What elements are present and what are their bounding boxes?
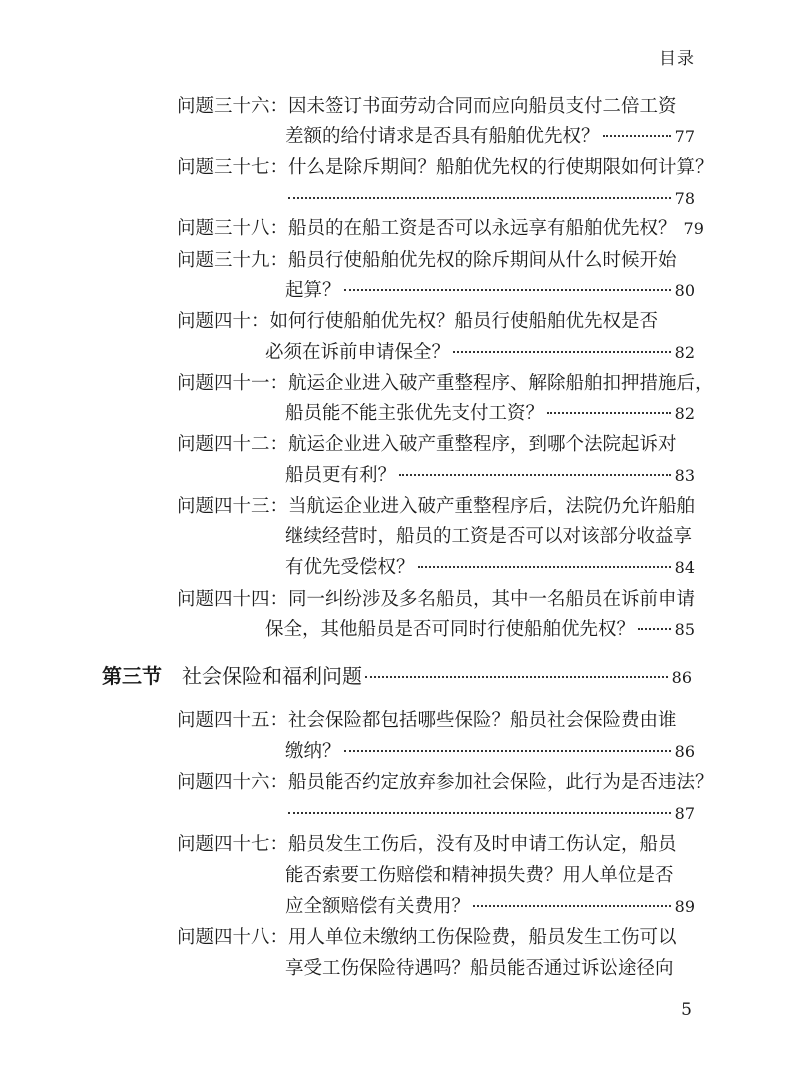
toc-entry-43-line1 <box>177 492 696 522</box>
question-text: 缴纳？ <box>285 741 341 762</box>
question-label: 问题四十四： <box>177 589 289 610</box>
question-text: 继续经营时，船员的工资是否可以对该部分收益享 <box>285 526 693 547</box>
toc-entry-43-line3[interactable] <box>285 553 695 583</box>
question-text: 当航运企业进入破产重整程序后，法院仍允许船舶 <box>288 496 696 517</box>
question-label: 问题四十八： <box>177 927 289 948</box>
toc-entry-37-line1 <box>177 153 714 183</box>
toc-entry-36-line2[interactable] <box>285 122 695 152</box>
page-number: 85 <box>674 620 695 639</box>
leader-dots <box>473 905 671 907</box>
leader-dots <box>638 628 671 630</box>
question-text: 差额的给付请求是否具有船舶优先权？ <box>285 126 600 147</box>
question-label: 问题四十三： <box>177 496 289 517</box>
toc-entry-47-line2 <box>285 861 695 891</box>
leader-dots <box>399 474 671 476</box>
question-label: 问题三十八： <box>177 218 289 239</box>
page-number: 82 <box>674 404 695 423</box>
question-label: 问题四十七： <box>177 834 289 855</box>
question-text: 船员行使船舶优先权的除斥期间从什么时候开始 <box>288 250 677 271</box>
question-text: 社会保险都包括哪些保险？船员社会保险费由谁 <box>288 710 677 731</box>
toc-entry-41-line1 <box>177 369 714 399</box>
question-label: 问题四十一： <box>177 373 289 394</box>
leader-dots <box>453 351 671 353</box>
section-number: 第三节 <box>102 664 162 688</box>
page-number: 84 <box>674 558 695 577</box>
question-text: 有优先受偿权？ <box>285 557 415 578</box>
toc-section-3[interactable] <box>102 659 692 693</box>
leader-dots <box>288 812 671 814</box>
toc-entry-45-line2[interactable] <box>285 737 695 767</box>
question-label: 问题四十二： <box>177 434 289 455</box>
toc-entry-44-line1 <box>177 585 696 615</box>
question-text: 船员能否约定放弃参加社会保险，此行为是否违法？ <box>288 772 714 793</box>
question-text: 应全额赔偿有关费用？ <box>285 896 471 917</box>
question-label: 问题三十六： <box>177 96 289 117</box>
toc-entry-48-line1 <box>177 923 692 953</box>
toc-entry-39-line2[interactable] <box>285 276 695 306</box>
leader-dots <box>365 676 668 678</box>
leader-dots <box>344 289 671 291</box>
page-number: 86 <box>674 742 695 761</box>
question-text: 船员发生工伤后，没有及时申请工伤认定，船员 <box>288 834 677 855</box>
page-number: 87 <box>674 804 695 823</box>
page-number: 79 <box>683 219 704 238</box>
page-number: 77 <box>674 127 695 146</box>
toc-entry-40-line2[interactable] <box>265 338 695 368</box>
toc-entry-40-line1 <box>177 307 692 337</box>
question-label: 问题四十六： <box>177 772 289 793</box>
question-text: 航运企业进入破产重整程序、解除船舶扣押措施后， <box>288 373 714 394</box>
toc-entry-41-line2[interactable] <box>285 399 695 429</box>
toc-entry-39-line1 <box>177 246 692 276</box>
question-label: 问题四十五： <box>177 710 289 731</box>
question-text: 什么是除斥期间？船舶优先权的行使期限如何计算？ <box>288 157 714 178</box>
page-number: 80 <box>674 281 695 300</box>
question-label: 问题三十九： <box>177 250 289 271</box>
question-text: 享受工伤保险待遇吗？船员能否通过诉讼途径向 <box>285 958 674 979</box>
question-label: 问题四十： <box>177 311 270 332</box>
page-number: 89 <box>674 897 695 916</box>
question-text: 能否索要工伤赔偿和精神损失费？用人单位是否 <box>285 865 674 886</box>
toc-entry-42-line1 <box>177 430 692 460</box>
question-text: 必须在诉前申请保全？ <box>265 342 451 363</box>
question-text: 船员能不能主张优先支付工资？ <box>285 403 545 424</box>
toc-entry-46-line1 <box>177 768 714 798</box>
toc-entry-47-line1 <box>177 830 692 860</box>
leader-dots <box>344 750 671 752</box>
section-title: 社会保险和福利问题 <box>182 664 362 688</box>
question-text: 如何行使船舶优先权？船员行使船舶优先权是否 <box>269 311 659 332</box>
leader-dots <box>288 197 671 199</box>
toc-entry-37-line2[interactable] <box>285 184 695 214</box>
question-text: 同一纠纷涉及多名船员，其中一名船员在诉前申请 <box>288 589 696 610</box>
toc-entry-42-line2[interactable] <box>285 461 695 491</box>
question-text: 船员的在船工资是否可以永远享有船舶优先权？ <box>288 218 677 239</box>
question-text: 起算？ <box>285 280 341 301</box>
toc-entry-46-line2[interactable] <box>285 799 695 829</box>
leader-dots <box>547 412 671 414</box>
page-number: 83 <box>674 466 695 485</box>
toc-entry-48-line2 <box>285 954 695 984</box>
page-number-footer: 5 <box>681 1000 692 1020</box>
question-text: 因未签订书面劳动合同而应向船员支付二倍工资 <box>288 96 677 117</box>
toc-entry-43-line2 <box>285 522 695 552</box>
toc-entry-45-line1 <box>177 706 692 736</box>
question-text: 用人单位未缴纳工伤保险费，船员发生工伤可以 <box>288 927 677 948</box>
page-number: 86 <box>671 668 692 687</box>
leader-dots <box>603 135 671 137</box>
question-label: 问题三十七： <box>177 157 289 178</box>
toc-entry-38[interactable] <box>177 214 704 244</box>
toc-entry-36-line1 <box>177 92 692 122</box>
page-number: 82 <box>674 343 695 362</box>
toc-entry-44-line2[interactable] <box>265 615 695 645</box>
question-text: 航运企业进入破产重整程序，到哪个法院起诉对 <box>288 434 677 455</box>
question-text: 船员更有利？ <box>285 465 397 486</box>
toc-entry-47-line3[interactable] <box>285 892 695 922</box>
leader-dots <box>418 566 671 568</box>
question-text: 保全，其他船员是否可同时行使船舶优先权？ <box>265 619 636 640</box>
running-header: 目录 <box>659 49 695 69</box>
page-number: 78 <box>674 189 695 208</box>
